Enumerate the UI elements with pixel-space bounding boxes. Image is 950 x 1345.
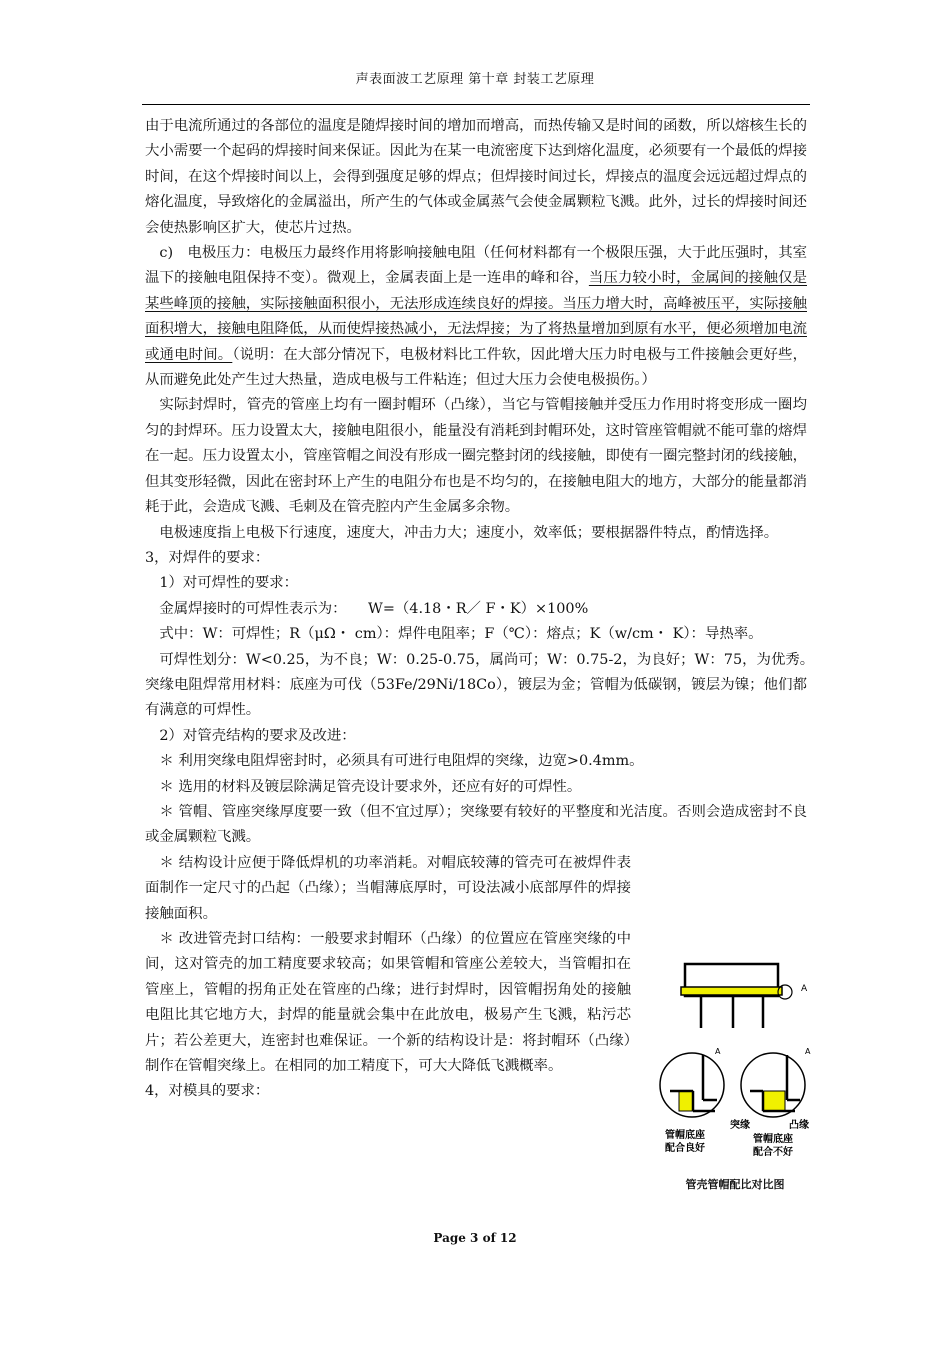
subsection-heading: 1）对可焊性的要求：: [159, 575, 299, 592]
bullet-item: ＊ 选用的材料及镀层除满足管壳设计要求外，还应有好的可焊性。: [159, 778, 582, 795]
formula-line: 金属焊接时的可焊性表示为： W=（4.18・R／ F・K）×100%: [159, 600, 589, 617]
section-heading: 3，对焊件的要求：: [145, 549, 270, 566]
figure-caption: 管壳管帽配比对比图: [685, 1178, 785, 1191]
flange-fill: [763, 1091, 785, 1111]
package-fit-figure: [655, 950, 815, 1200]
paragraph-electrode-pressure: [145, 241, 807, 393]
paragraph: 可焊性划分：W<0.25，为不良；W：0.25-0.75，属尚可；W：0.75-2，为良好；W：75，为优秀。 突缘电阻焊常用材料：底座为可伐（53Fe/29Ni/18Co），镀层为金；管帽为低碳钢，镀层为镍；他们都有满意的可焊性。: [145, 651, 822, 719]
package-cross-section: [681, 964, 808, 1028]
text-run: c) 电极压力：电极压力最终作用将影响接触电阻（任何材料都有一个极限压强，大于此压强时，其室温下的接触电阻保持不变）。微观上，金属表面上是一连串的峰和谷，: [145, 245, 807, 287]
detail-poor-fit: [730, 1047, 811, 1158]
package-diagram: [655, 950, 815, 1175]
flange-fill: [679, 1091, 693, 1111]
caption-good-line2: 配合良好: [665, 1143, 705, 1154]
caption-good-line1: 管帽底座: [665, 1130, 705, 1141]
bullet-item: ＊ 管帽、管座突缘厚度要一致（但不宜过厚）；突缘要有较好的平整度和光洁度。否则会造成密封不良或金属颗粒飞溅。: [145, 803, 807, 846]
underlined-text: 当压力较小时，金属间的接触仅是某些峰顶的接触，实际接触面积很小，无法形成连续良好的焊接。当压力增大时，高峰被压平，实际接触面积增大，接触电阻降低，从而使焊接热减小，无法焊接；为了将热量增加到原有水平，便必须增加电流或通电时间。: [145, 270, 807, 363]
marker-a: A: [715, 1047, 721, 1056]
bullet-item: ＊ 改进管壳封口结构：一般要求封帽环（凸缘）的位置应在管座突缘的中间，这对管壳的加工精度要求较高；如果管帽和管座公差较大，当管帽扣在管座上，管帽的拐角正处在管座的凸缘；进行封焊时，因管帽拐角处的接触电阻比其它地方大，封焊的能量就会集中在此放电，极易产生飞溅，粘污芯片；若公差更大，连密封也难保证。一个新的结构设计是：将封帽环（凸缘）制作在管帽突缘上。在相同的加工精度下，可大大降低飞溅概率。: [145, 931, 631, 1075]
marker-a: A: [805, 1047, 811, 1056]
bullet-item: ＊ 利用突缘电阻焊密封时，必须具有可进行电阻焊的突缘，边宽>0.4mm。: [159, 753, 644, 770]
paragraph: 电极速度指上电极下行速度，速度大，冲击力大；速度小，效率低；要根据器件特点，酌情选择。: [159, 524, 779, 541]
text-run: （说明：在大部分情况下，电极材料比工件软，因此增大压力时电极与工件接触会更好些，从而避免此处产生过大热量，造成电极与工件粘连；但过大压力会使电极损伤。）: [145, 346, 807, 389]
paragraph: 式中：W：可焊性；R（μΩ・ cm）：焊件电阻率；F（℃）：熔点；K（w/cm・ K）：导热率。: [159, 626, 763, 643]
page-header: 声表面波工艺原理 第十章 封装工艺原理: [355, 72, 595, 87]
paragraph: 实际封焊时，管壳的管座上均有一圈封帽环（凸缘），当它与管帽接触并受压力作用时将变形成一圈均匀的封焊环。压力设置太大，接触电阻很小，能量没有消耗到封帽环处，这时管座管帽就不能可靠的熔焊在一起。压力设置太小，管座管帽之间没有形成一圈完整封闭的线接触，即使有一圈完整封闭的线接触，但其变形轻微，因此在密封环上产生的电阻分布也是不均匀的，在接触电阻大的地方，大部分的能量都消耗于此，会造成飞溅、毛刺及在管壳腔内产生金属多余物。: [145, 397, 807, 516]
page-footer: Page 3 of 12: [433, 1231, 517, 1245]
paragraph: 由于电流所通过的各部位的温度是随焊接时间的增加而增高，而热传输又是时间的函数，所以熔核生长的大小需要一个起码的焊接时间来保证。因此为在某一电流密度下达到熔化温度，必须要有一个最低的焊接时间，在这个焊接时间以上，会得到强度足够的焊点；但焊接时间过长，焊接点的温度会远远超过焊点的熔化温度，导致熔化的金属溢出，所产生的气体或金属蒸气会使金属颗粒飞溅。此外，过长的焊接时间还会使热影响区扩大，使芯片过热。: [145, 118, 807, 236]
detail-good-fit: [660, 1047, 724, 1154]
marker-a: A: [801, 984, 808, 994]
caption-poor-line2: 配合不好: [753, 1147, 793, 1158]
base-flange: [681, 987, 782, 995]
bullet-item: ＊ 结构设计应便于降低焊机的功率消耗。对帽底较薄的管壳可在被焊件表面制作一定尺寸的凸起（凸缘）；当帽薄底厚时，可设法减小底部厚件的焊接接触面积。: [145, 854, 631, 922]
label-tuyuan: 突缘: [730, 1120, 750, 1131]
subsection-heading: 2）对管壳结构的要求及改进：: [159, 727, 356, 744]
section-heading: 4，对模具的要求：: [145, 1083, 270, 1100]
label-aoyuan: 凸缘: [789, 1120, 809, 1131]
header-divider: [142, 104, 810, 105]
caption-poor-line1: 管帽底座: [753, 1134, 793, 1145]
